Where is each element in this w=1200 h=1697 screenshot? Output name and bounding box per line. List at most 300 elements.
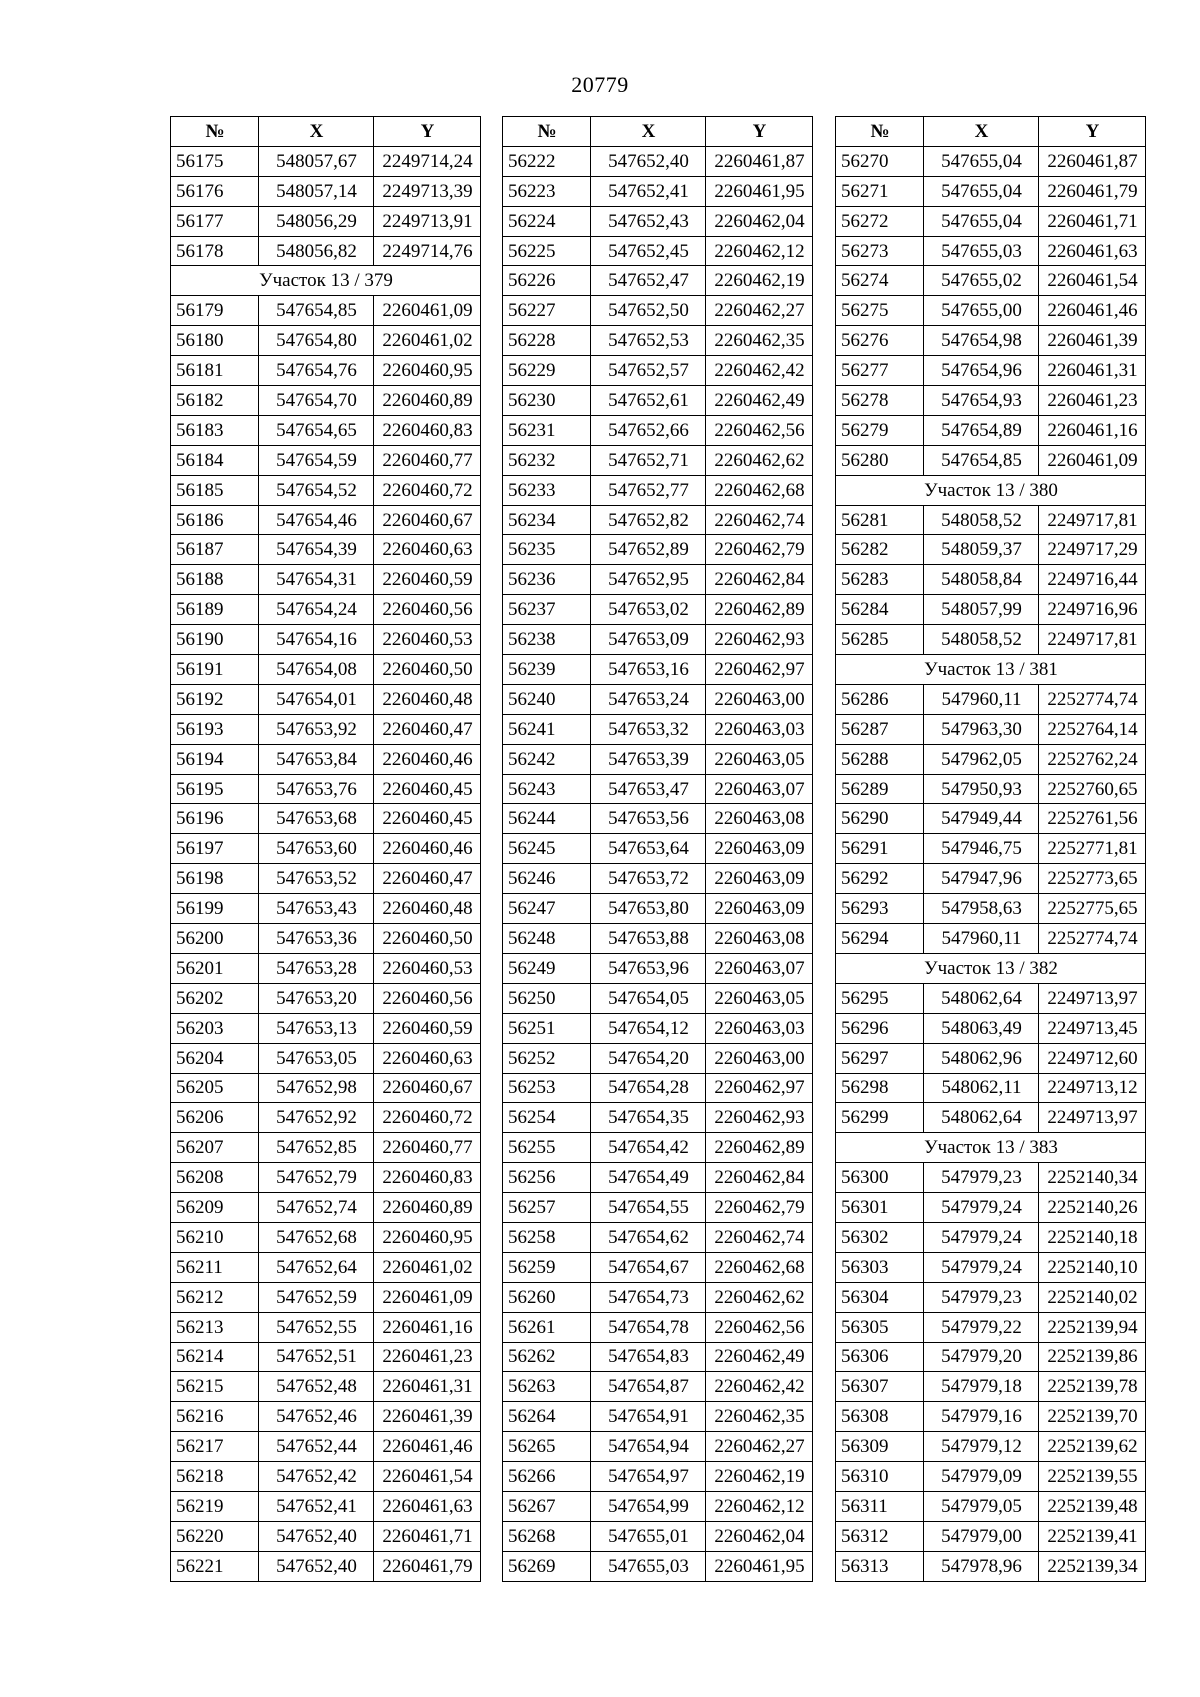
x-coordinate: 547653,68: [259, 804, 374, 834]
table-row: [503, 595, 813, 625]
table-row: [171, 535, 481, 565]
section-header-row: [836, 475, 1146, 505]
x-coordinate: 547652,57: [591, 356, 706, 386]
point-number: 56270: [836, 146, 924, 176]
table-row: [836, 1013, 1146, 1043]
table-row: [503, 1013, 813, 1043]
y-coordinate: 2252140,26: [1039, 1193, 1146, 1223]
header-number: №: [836, 117, 924, 147]
y-coordinate: 2260462,74: [706, 1222, 813, 1252]
x-coordinate: 547653,13: [259, 1013, 374, 1043]
x-coordinate: 547949,44: [924, 804, 1039, 834]
x-coordinate: 548057,99: [924, 595, 1039, 625]
x-coordinate: 547652,71: [591, 445, 706, 475]
point-number: 56273: [836, 236, 924, 266]
table-row: [836, 894, 1146, 924]
point-number: 56237: [503, 595, 591, 625]
table-row: [503, 1163, 813, 1193]
point-number: 56178: [171, 236, 259, 266]
x-coordinate: 547652,45: [591, 236, 706, 266]
x-coordinate: 547653,72: [591, 864, 706, 894]
y-coordinate: 2260461,23: [1039, 386, 1146, 416]
x-coordinate: 547654,85: [924, 445, 1039, 475]
x-coordinate: 547653,43: [259, 894, 374, 924]
y-coordinate: 2260460,45: [374, 774, 481, 804]
coordinates-table-3: [835, 116, 1146, 1582]
y-coordinate: 2260461,71: [1039, 206, 1146, 236]
x-coordinate: 547654,12: [591, 1013, 706, 1043]
y-coordinate: 2249713,12: [1039, 1073, 1146, 1103]
point-number: 56252: [503, 1043, 591, 1073]
x-coordinate: 547979,22: [924, 1312, 1039, 1342]
point-number: 56265: [503, 1432, 591, 1462]
y-coordinate: 2260461,95: [706, 176, 813, 206]
point-number: 56208: [171, 1163, 259, 1193]
point-number: 56238: [503, 625, 591, 655]
y-coordinate: 2260462,49: [706, 1342, 813, 1372]
x-coordinate: 547654,49: [591, 1163, 706, 1193]
point-number: 56212: [171, 1282, 259, 1312]
y-coordinate: 2260461,46: [1039, 296, 1146, 326]
y-coordinate: 2260461,02: [374, 326, 481, 356]
table-row: [503, 1402, 813, 1432]
point-number: 56247: [503, 894, 591, 924]
y-coordinate: 2260463,08: [706, 804, 813, 834]
x-coordinate: 547654,46: [259, 505, 374, 535]
point-number: 56240: [503, 684, 591, 714]
point-number: 56176: [171, 176, 259, 206]
point-number: 56201: [171, 953, 259, 983]
table-row: [171, 146, 481, 176]
table-row: [836, 1521, 1146, 1551]
y-coordinate: 2260460,67: [374, 1073, 481, 1103]
point-number: 56299: [836, 1103, 924, 1133]
table-row: [503, 1342, 813, 1372]
y-coordinate: 2252774,74: [1039, 924, 1146, 954]
y-coordinate: 2249716,96: [1039, 595, 1146, 625]
table-row: [171, 1342, 481, 1372]
point-number: 56288: [836, 744, 924, 774]
point-number: 56289: [836, 774, 924, 804]
y-coordinate: 2252775,65: [1039, 894, 1146, 924]
point-number: 56254: [503, 1103, 591, 1133]
table-row: [836, 625, 1146, 655]
table-row: [171, 774, 481, 804]
table-row: [836, 415, 1146, 445]
table-row: [503, 236, 813, 266]
x-coordinate: 547654,28: [591, 1073, 706, 1103]
table-row: [171, 1073, 481, 1103]
x-coordinate: 548057,14: [259, 176, 374, 206]
section-header-row: [836, 655, 1146, 685]
point-number: 56298: [836, 1073, 924, 1103]
table-row: [836, 774, 1146, 804]
x-coordinate: 548062,96: [924, 1043, 1039, 1073]
point-number: 56199: [171, 894, 259, 924]
table-row: [171, 505, 481, 535]
x-coordinate: 547654,76: [259, 356, 374, 386]
point-number: 56211: [171, 1252, 259, 1282]
table-row: [836, 684, 1146, 714]
point-number: 56309: [836, 1432, 924, 1462]
point-number: 56272: [836, 206, 924, 236]
y-coordinate: 2260462,19: [706, 266, 813, 296]
y-coordinate: 2252139,55: [1039, 1462, 1146, 1492]
x-coordinate: 547652,43: [591, 206, 706, 236]
point-number: 56258: [503, 1222, 591, 1252]
y-coordinate: 2249717,29: [1039, 535, 1146, 565]
section-header-row: [836, 953, 1146, 983]
x-coordinate: 547655,03: [591, 1551, 706, 1581]
point-number: 56244: [503, 804, 591, 834]
y-coordinate: 2260460,83: [374, 1163, 481, 1193]
x-coordinate: 547655,03: [924, 236, 1039, 266]
table-row: [836, 1222, 1146, 1252]
y-coordinate: 2260462,74: [706, 505, 813, 535]
table-row: [503, 804, 813, 834]
x-coordinate: 548058,84: [924, 565, 1039, 595]
table-row: [171, 1103, 481, 1133]
header-x: X: [924, 117, 1039, 147]
x-coordinate: 547655,04: [924, 206, 1039, 236]
point-number: 56219: [171, 1491, 259, 1521]
point-number: 56223: [503, 176, 591, 206]
x-coordinate: 547653,96: [591, 953, 706, 983]
y-coordinate: 2260462,56: [706, 415, 813, 445]
table-row: [503, 475, 813, 505]
point-number: 56310: [836, 1462, 924, 1492]
section-title: Участок 13 / 383: [836, 1133, 1146, 1163]
y-coordinate: 2260462,12: [706, 236, 813, 266]
y-coordinate: 2260461,39: [374, 1402, 481, 1432]
table-row: [171, 1222, 481, 1252]
y-coordinate: 2260462,93: [706, 1103, 813, 1133]
x-coordinate: 547654,67: [591, 1252, 706, 1282]
x-coordinate: 547979,05: [924, 1491, 1039, 1521]
y-coordinate: 2252771,81: [1039, 834, 1146, 864]
y-coordinate: 2252140,18: [1039, 1222, 1146, 1252]
point-number: 56268: [503, 1521, 591, 1551]
x-coordinate: 547653,64: [591, 834, 706, 864]
table-row: [503, 1551, 813, 1581]
x-coordinate: 547979,12: [924, 1432, 1039, 1462]
table-row: [171, 1043, 481, 1073]
point-number: 56197: [171, 834, 259, 864]
x-coordinate: 547653,92: [259, 714, 374, 744]
y-coordinate: 2260462,89: [706, 1133, 813, 1163]
x-coordinate: 547979,00: [924, 1521, 1039, 1551]
x-coordinate: 547979,24: [924, 1222, 1039, 1252]
y-coordinate: 2260460,45: [374, 804, 481, 834]
point-number: 56290: [836, 804, 924, 834]
point-number: 56294: [836, 924, 924, 954]
x-coordinate: 547653,47: [591, 774, 706, 804]
x-coordinate: 547653,84: [259, 744, 374, 774]
y-coordinate: 2260461,02: [374, 1252, 481, 1282]
x-coordinate: 547652,82: [591, 505, 706, 535]
table-row: [836, 386, 1146, 416]
y-coordinate: 2260460,89: [374, 1193, 481, 1223]
table-row: [836, 1551, 1146, 1581]
y-coordinate: 2260462,68: [706, 1252, 813, 1282]
y-coordinate: 2249713,97: [1039, 983, 1146, 1013]
point-number: 56189: [171, 595, 259, 625]
table-row: [503, 146, 813, 176]
x-coordinate: 547652,48: [259, 1372, 374, 1402]
y-coordinate: 2260462,42: [706, 356, 813, 386]
point-number: 56225: [503, 236, 591, 266]
y-coordinate: 2260460,95: [374, 356, 481, 386]
table-row: [171, 1551, 481, 1581]
y-coordinate: 2260462,04: [706, 1521, 813, 1551]
point-number: 56226: [503, 266, 591, 296]
y-coordinate: 2260462,79: [706, 535, 813, 565]
section-header-row: [836, 1133, 1146, 1163]
table-header-row: [503, 117, 813, 147]
table-row: [171, 415, 481, 445]
x-coordinate: 547654,80: [259, 326, 374, 356]
point-number: 56287: [836, 714, 924, 744]
point-number: 56304: [836, 1282, 924, 1312]
table-row: [171, 1432, 481, 1462]
y-coordinate: 2260460,50: [374, 655, 481, 685]
y-coordinate: 2260463,09: [706, 864, 813, 894]
point-number: 56186: [171, 505, 259, 535]
point-number: 56190: [171, 625, 259, 655]
y-coordinate: 2260460,56: [374, 595, 481, 625]
y-coordinate: 2252760,65: [1039, 774, 1146, 804]
table-row: [836, 1103, 1146, 1133]
point-number: 56232: [503, 445, 591, 475]
table-row: [503, 1491, 813, 1521]
y-coordinate: 2252139,41: [1039, 1521, 1146, 1551]
table-row: [503, 1193, 813, 1223]
x-coordinate: 547653,36: [259, 924, 374, 954]
table-row: [503, 1432, 813, 1462]
x-coordinate: 547654,65: [259, 415, 374, 445]
table-row: [836, 445, 1146, 475]
x-coordinate: 548056,82: [259, 236, 374, 266]
y-coordinate: 2260461,54: [374, 1462, 481, 1492]
y-coordinate: 2260461,63: [1039, 236, 1146, 266]
point-number: 56203: [171, 1013, 259, 1043]
point-number: 56278: [836, 386, 924, 416]
x-coordinate: 548056,29: [259, 206, 374, 236]
point-number: 56295: [836, 983, 924, 1013]
point-number: 56275: [836, 296, 924, 326]
point-number: 56188: [171, 565, 259, 595]
y-coordinate: 2252774,74: [1039, 684, 1146, 714]
table-row: [836, 326, 1146, 356]
table-row: [503, 1372, 813, 1402]
x-coordinate: 547654,52: [259, 475, 374, 505]
point-number: 56175: [171, 146, 259, 176]
table-row: [503, 1073, 813, 1103]
y-coordinate: 2260460,67: [374, 505, 481, 535]
point-number: 56228: [503, 326, 591, 356]
y-coordinate: 2260461,16: [1039, 415, 1146, 445]
point-number: 56217: [171, 1432, 259, 1462]
point-number: 56264: [503, 1402, 591, 1432]
table-row: [171, 744, 481, 774]
table-row: [503, 1133, 813, 1163]
point-number: 56281: [836, 505, 924, 535]
y-coordinate: 2249713,97: [1039, 1103, 1146, 1133]
point-number: 56256: [503, 1163, 591, 1193]
y-coordinate: 2260462,89: [706, 595, 813, 625]
point-number: 56227: [503, 296, 591, 326]
y-coordinate: 2260461,87: [706, 146, 813, 176]
x-coordinate: 547654,93: [924, 386, 1039, 416]
point-number: 56257: [503, 1193, 591, 1223]
y-coordinate: 2260461,79: [1039, 176, 1146, 206]
point-number: 56179: [171, 296, 259, 326]
table-row: [503, 1462, 813, 1492]
point-number: 56192: [171, 684, 259, 714]
point-number: 56259: [503, 1252, 591, 1282]
x-coordinate: 547654,87: [591, 1372, 706, 1402]
point-number: 56245: [503, 834, 591, 864]
x-coordinate: 547652,46: [259, 1402, 374, 1432]
x-coordinate: 547654,24: [259, 595, 374, 625]
point-number: 56207: [171, 1133, 259, 1163]
y-coordinate: 2260463,08: [706, 924, 813, 954]
point-number: 56300: [836, 1163, 924, 1193]
y-coordinate: 2260461,39: [1039, 326, 1146, 356]
y-coordinate: 2252140,02: [1039, 1282, 1146, 1312]
section-title: Участок 13 / 380: [836, 475, 1146, 505]
x-coordinate: 547654,73: [591, 1282, 706, 1312]
point-number: 56187: [171, 535, 259, 565]
x-coordinate: 548062,64: [924, 1103, 1039, 1133]
y-coordinate: 2260461,87: [1039, 146, 1146, 176]
y-coordinate: 2260462,27: [706, 1432, 813, 1462]
table-row: [503, 894, 813, 924]
point-number: 56293: [836, 894, 924, 924]
y-coordinate: 2252139,86: [1039, 1342, 1146, 1372]
y-coordinate: 2260460,89: [374, 386, 481, 416]
point-number: 56296: [836, 1013, 924, 1043]
y-coordinate: 2260460,59: [374, 565, 481, 595]
y-coordinate: 2260460,47: [374, 714, 481, 744]
table-row: [836, 924, 1146, 954]
x-coordinate: 547653,60: [259, 834, 374, 864]
point-number: 56285: [836, 625, 924, 655]
header-x: X: [259, 117, 374, 147]
point-number: 56306: [836, 1342, 924, 1372]
x-coordinate: 547652,92: [259, 1103, 374, 1133]
y-coordinate: 2249713,45: [1039, 1013, 1146, 1043]
x-coordinate: 547652,77: [591, 475, 706, 505]
table-row: [836, 176, 1146, 206]
y-coordinate: 2260460,47: [374, 864, 481, 894]
header-y: Y: [374, 117, 481, 147]
y-coordinate: 2252139,48: [1039, 1491, 1146, 1521]
x-coordinate: 547654,62: [591, 1222, 706, 1252]
table-row: [503, 774, 813, 804]
table-row: [171, 176, 481, 206]
table-row: [171, 894, 481, 924]
table-row: [503, 714, 813, 744]
point-number: 56233: [503, 475, 591, 505]
point-number: 56307: [836, 1372, 924, 1402]
y-coordinate: 2249713,39: [374, 176, 481, 206]
header-x: X: [591, 117, 706, 147]
table-row: [836, 1312, 1146, 1342]
y-coordinate: 2260462,84: [706, 565, 813, 595]
table-row: [171, 1133, 481, 1163]
x-coordinate: 547654,31: [259, 565, 374, 595]
table-row: [836, 1462, 1146, 1492]
x-coordinate: 548058,52: [924, 625, 1039, 655]
x-coordinate: 547654,70: [259, 386, 374, 416]
x-coordinate: 547654,99: [591, 1491, 706, 1521]
x-coordinate: 547654,78: [591, 1312, 706, 1342]
y-coordinate: 2260463,00: [706, 1043, 813, 1073]
header-number: №: [171, 117, 259, 147]
table-row: [503, 206, 813, 236]
y-coordinate: 2252140,34: [1039, 1163, 1146, 1193]
point-number: 56279: [836, 415, 924, 445]
section-title: Участок 13 / 379: [171, 266, 481, 296]
point-number: 56177: [171, 206, 259, 236]
x-coordinate: 547652,79: [259, 1163, 374, 1193]
x-coordinate: 547653,16: [591, 655, 706, 685]
point-number: 56235: [503, 535, 591, 565]
x-coordinate: 547652,61: [591, 386, 706, 416]
table-body: [171, 146, 481, 1581]
table-row: [836, 1043, 1146, 1073]
point-number: 56260: [503, 1282, 591, 1312]
x-coordinate: 547652,98: [259, 1073, 374, 1103]
table-row: [171, 804, 481, 834]
table-row: [171, 924, 481, 954]
y-coordinate: 2260461,31: [1039, 356, 1146, 386]
point-number: 56191: [171, 655, 259, 685]
y-coordinate: 2252762,24: [1039, 744, 1146, 774]
point-number: 56271: [836, 176, 924, 206]
table-row: [836, 266, 1146, 296]
x-coordinate: 547654,85: [259, 296, 374, 326]
x-coordinate: 548062,64: [924, 983, 1039, 1013]
x-coordinate: 547653,39: [591, 744, 706, 774]
table-row: [836, 595, 1146, 625]
point-number: 56221: [171, 1551, 259, 1581]
y-coordinate: 2260462,04: [706, 206, 813, 236]
point-number: 56216: [171, 1402, 259, 1432]
table-row: [171, 1312, 481, 1342]
y-coordinate: 2260463,07: [706, 774, 813, 804]
y-coordinate: 2249714,24: [374, 146, 481, 176]
y-coordinate: 2260461,63: [374, 1491, 481, 1521]
y-coordinate: 2260461,79: [374, 1551, 481, 1581]
point-number: 56242: [503, 744, 591, 774]
y-coordinate: 2260462,62: [706, 445, 813, 475]
y-coordinate: 2260460,72: [374, 475, 481, 505]
table-row: [503, 924, 813, 954]
x-coordinate: 547652,89: [591, 535, 706, 565]
point-number: 56231: [503, 415, 591, 445]
y-coordinate: 2249714,76: [374, 236, 481, 266]
table-row: [836, 744, 1146, 774]
table-row: [836, 296, 1146, 326]
table-row: [503, 415, 813, 445]
x-coordinate: 547654,05: [591, 983, 706, 1013]
y-coordinate: 2252140,10: [1039, 1252, 1146, 1282]
y-coordinate: 2260462,62: [706, 1282, 813, 1312]
point-number: 56234: [503, 505, 591, 535]
x-coordinate: 547654,97: [591, 1462, 706, 1492]
